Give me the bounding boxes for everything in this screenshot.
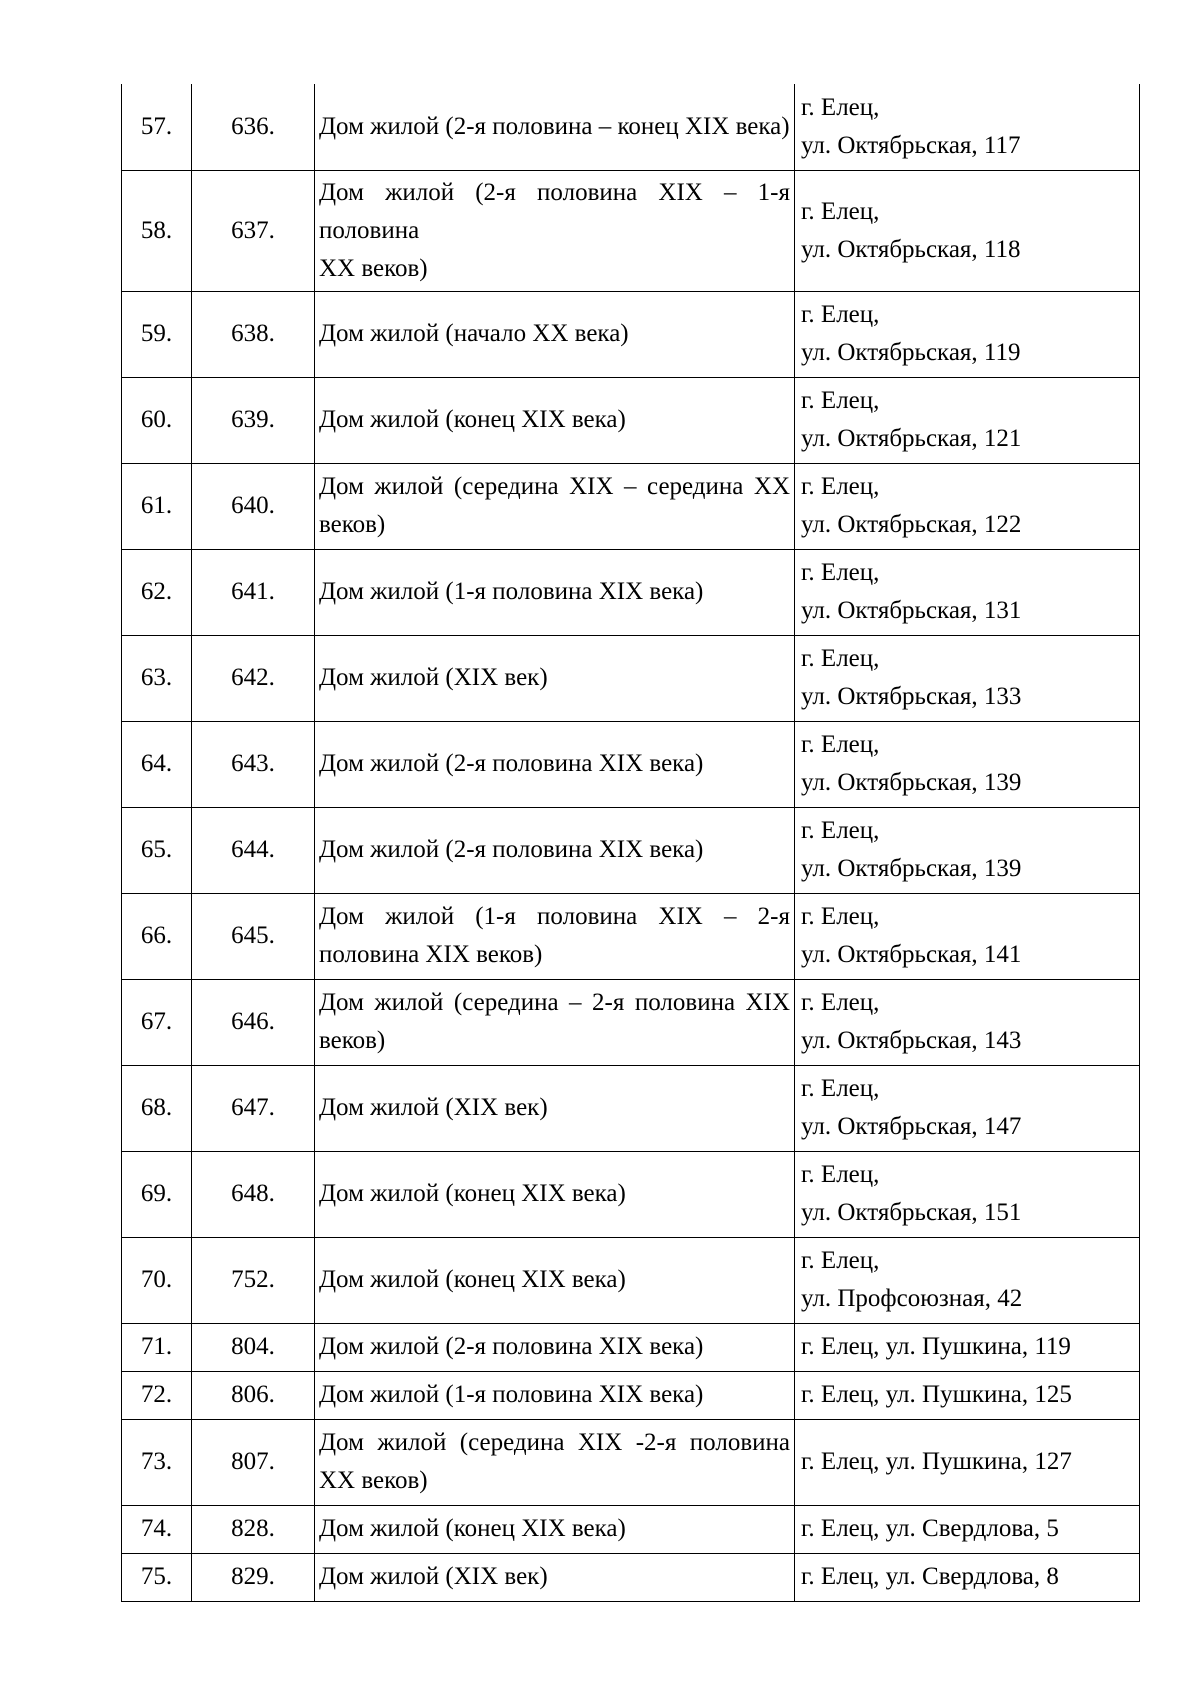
object-code-cell: 647. [192,1065,315,1151]
object-name-text: Дом жилой (2-я половина XIX века) [319,836,704,863]
object-name-cell [315,549,795,635]
object-address-cell [795,807,1140,893]
object-address-cell [795,1237,1140,1323]
object-name-text: Дом жилой (конец XIX века) [319,406,626,433]
row-number-cell: 73. [122,1419,192,1505]
row-number-cell: 61. [122,463,192,549]
object-address-text: ул. Октябрьская, 117 [801,131,1021,159]
object-address-text: г. Елец, [801,93,880,121]
row-number-cell: 64. [122,721,192,807]
object-name-text: Дом жилой (начало XX века) [319,320,629,347]
table-row [122,807,1140,893]
object-address-text: г. Елец, [801,197,880,225]
object-name-cell [315,1065,795,1151]
object-name-cell [315,1553,795,1601]
row-number-cell: 72. [122,1371,192,1419]
object-address-text: ул. Профсоюзная, 42 [801,1285,1023,1312]
registry-table-body [122,84,1140,1601]
object-name-cell [315,170,795,291]
object-name-cell [315,84,795,170]
object-code-cell: 638. [192,291,315,377]
object-address-cell [795,721,1140,807]
object-address-text: ул. Октябрьская, 131 [801,597,1022,624]
row-number-cell: 66. [122,893,192,979]
object-address-text: г. Елец, ул. Пушкина, 125 [801,1381,1072,1408]
object-name-cell [315,463,795,549]
object-address-text: г. Елец, [801,301,880,328]
row-number-cell: 60. [122,377,192,463]
table-row [122,1065,1140,1151]
object-name-cell [315,1237,795,1323]
object-address-text: г. Елец, [801,1161,880,1188]
object-address-text: ул. Октябрьская, 139 [801,769,1022,796]
row-number-cell: 63. [122,635,192,721]
object-address-cell [795,1419,1140,1505]
object-name-cell [315,1151,795,1237]
object-code-cell: 639. [192,377,315,463]
row-number-cell: 62. [122,549,192,635]
object-address-text: г. Елец, [801,1075,880,1102]
object-name-text: Дом жилой (1-я половина XIX – 2-я половина XIX веков) [319,903,790,968]
object-name-text: Дом жилой (2-я половина XIX – 1-я половина [319,178,790,244]
object-code-cell: 646. [192,979,315,1065]
object-name-cell [315,1371,795,1419]
object-name-text: XX веков) [319,254,428,282]
object-name-text: Дом жилой (XIX век) [319,664,548,691]
object-address-text: ул. Октябрьская, 122 [801,511,1022,538]
object-name-cell [315,807,795,893]
object-address-text: г. Елец, ул. Пушкина, 119 [801,1333,1071,1360]
object-address-text: ул. Октябрьская, 143 [801,1027,1022,1054]
object-name-text: Дом жилой (конец XIX века) [319,1180,626,1207]
object-code-cell: 642. [192,635,315,721]
row-number-cell: 70. [122,1237,192,1323]
object-address-cell [795,291,1140,377]
object-name-text: Дом жилой (2-я половина XIX века) [319,750,704,777]
object-address-cell [795,979,1140,1065]
object-address-cell [795,549,1140,635]
row-number-cell: 74. [122,1505,192,1553]
object-code-cell: 641. [192,549,315,635]
row-number-cell: 71. [122,1323,192,1371]
object-name-text: Дом жилой (конец XIX века) [319,1266,626,1293]
object-name-text: Дом жилой (середина – 2-я половина XIX веков) [319,989,790,1054]
table-row [122,979,1140,1065]
row-number-cell: 58. [122,170,192,291]
object-code-cell: 645. [192,893,315,979]
object-name-text: Дом жилой (XIX век) [319,1563,548,1590]
object-name-cell [315,1505,795,1553]
object-address-cell [795,1065,1140,1151]
object-code-cell: 636. [192,84,315,170]
table-row [122,635,1140,721]
object-address-cell [795,1505,1140,1553]
table-row [122,1371,1140,1419]
object-address-text: г. Елец, [801,817,880,844]
object-address-text: ул. Октябрьская, 147 [801,1113,1022,1140]
object-name-cell [315,377,795,463]
object-code-cell: 752. [192,1237,315,1323]
object-name-text: Дом жилой (1-я половина XIX века) [319,578,704,605]
row-number-cell: 57. [122,84,192,170]
object-address-cell [795,893,1140,979]
object-address-text: ул. Октябрьская, 139 [801,855,1022,882]
object-code-cell: 829. [192,1553,315,1601]
object-address-text: г. Елец, ул. Пушкина, 127 [801,1448,1072,1475]
row-number-cell: 59. [122,291,192,377]
table-row [122,170,1140,291]
row-number-cell: 67. [122,979,192,1065]
object-name-cell [315,635,795,721]
object-address-text: г. Елец, [801,731,880,758]
object-name-cell [315,1419,795,1505]
object-name-text: Дом жилой (середина XIX -2-я половина XX веков) [319,1429,790,1494]
object-name-cell [315,1323,795,1371]
table-row [122,893,1140,979]
object-code-cell: 807. [192,1419,315,1505]
object-address-text: г. Елец, ул. Свердлова, 8 [801,1563,1059,1590]
object-code-cell: 648. [192,1151,315,1237]
object-name-cell [315,893,795,979]
object-name-text: Дом жилой (2-я половина XIX века) [319,1333,704,1360]
object-name-text: Дом жилой (2-я половина – конец XIX века) [319,112,790,140]
row-number-cell: 75. [122,1553,192,1601]
table-row [122,1419,1140,1505]
object-name-cell [315,979,795,1065]
object-address-cell [795,170,1140,291]
heritage-registry-table [121,84,1140,1602]
object-name-text: Дом жилой (XIX век) [319,1094,548,1121]
object-code-cell: 640. [192,463,315,549]
object-address-cell [795,463,1140,549]
object-address-text: ул. Октябрьская, 141 [801,941,1022,968]
object-address-text: ул. Октябрьская, 118 [801,235,1021,263]
object-address-cell [795,84,1140,170]
table-row [122,377,1140,463]
object-address-text: г. Елец, [801,645,880,672]
object-code-cell: 644. [192,807,315,893]
object-name-text: Дом жилой (середина XIX – середина XX веков) [319,473,790,538]
object-address-text: г. Елец, [801,1247,880,1274]
object-name-text: Дом жилой (конец XIX века) [319,1515,626,1542]
object-address-text: г. Елец, [801,559,880,586]
object-code-cell: 806. [192,1371,315,1419]
object-code-cell: 804. [192,1323,315,1371]
object-name-cell [315,721,795,807]
table-row [122,1151,1140,1237]
table-row [122,1237,1140,1323]
object-address-text: ул. Октябрьская, 121 [801,425,1022,452]
object-address-text: г. Елец, [801,387,880,414]
object-address-text: г. Елец, [801,903,880,930]
object-address-text: ул. Октябрьская, 133 [801,683,1022,710]
table-row [122,463,1140,549]
object-address-cell [795,1151,1140,1237]
table-row [122,549,1140,635]
object-name-text: Дом жилой (1-я половина XIX века) [319,1381,704,1408]
object-address-text: г. Елец, [801,989,880,1016]
table-row [122,1553,1140,1601]
table-row [122,1505,1140,1553]
object-address-cell [795,1553,1140,1601]
object-address-text: г. Елец, ул. Свердлова, 5 [801,1515,1059,1542]
object-address-cell [795,1323,1140,1371]
object-address-text: г. Елец, [801,473,880,500]
row-number-cell: 65. [122,807,192,893]
object-code-cell: 828. [192,1505,315,1553]
object-address-cell [795,1371,1140,1419]
table-row [122,721,1140,807]
row-number-cell: 68. [122,1065,192,1151]
object-address-text: ул. Октябрьская, 119 [801,339,1021,366]
object-name-cell [315,291,795,377]
table-row [122,1323,1140,1371]
object-code-cell: 643. [192,721,315,807]
table-row [122,291,1140,377]
row-number-cell: 69. [122,1151,192,1237]
object-address-text: ул. Октябрьская, 151 [801,1199,1022,1226]
object-address-cell [795,635,1140,721]
object-code-cell: 637. [192,170,315,291]
object-address-cell [795,377,1140,463]
table-row [122,84,1140,170]
